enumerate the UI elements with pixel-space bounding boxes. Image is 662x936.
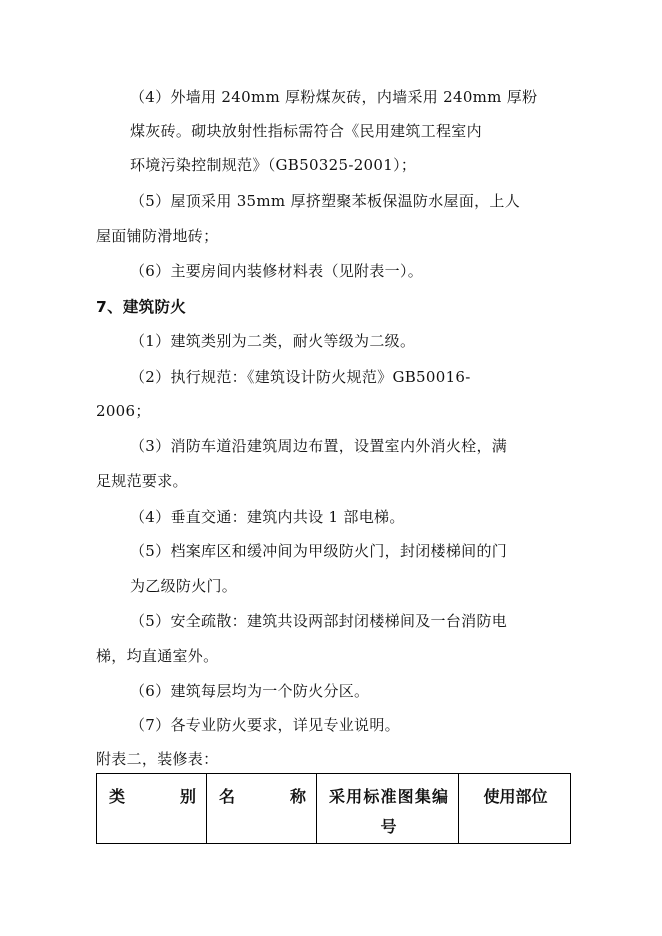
para-fire-zone: （6）建筑每层均为一个防火分区。 xyxy=(130,682,370,700)
para-fire-code-cont: 2006； xyxy=(96,402,151,420)
para-wall: （4）外墙用 240mm 厚粉煤灰砖，内墙采用 240mm 厚粉 xyxy=(130,88,538,106)
para-evacuation: （5）安全疏散：建筑共设两部封闭楼梯间及一台消防电 xyxy=(130,612,508,630)
para-wall-cont2: 环境污染控制规范》（GB50325-2001）； xyxy=(130,156,417,174)
header-category: 类 别 xyxy=(97,774,207,844)
para-fire-doors-cont: 为乙级防火门。 xyxy=(130,577,238,595)
para-roof: （5）屋顶采用 35mm 厚挤塑聚苯板保温防水屋面，上人 xyxy=(130,192,521,210)
header-usage-location: 使用部位 xyxy=(459,774,571,844)
para-elevator: （4）垂直交通：建筑内共设 1 部电梯。 xyxy=(130,508,405,526)
para-roof-cont: 屋面铺防滑地砖； xyxy=(96,227,219,245)
header-name: 名 称 xyxy=(207,774,317,844)
section-heading-fire: 7、建筑防火 xyxy=(96,298,187,316)
appendix-title: 附表二，装修表： xyxy=(96,750,219,768)
para-evacuation-cont: 梯，均直通室外。 xyxy=(96,647,219,665)
para-finish-table: （6）主要房间内装修材料表（见附表一）。 xyxy=(130,262,424,280)
para-fire-category: （1）建筑类别为二类，耐火等级为二级。 xyxy=(130,332,416,350)
para-fire-requirements: （7）各专业防火要求，详见专业说明。 xyxy=(130,716,400,734)
para-fire-lane-cont: 足规范要求。 xyxy=(96,472,188,490)
para-fire-doors: （5）档案库区和缓冲间为甲级防火门，封闭楼梯间的门 xyxy=(130,542,508,560)
header-standard-atlas: 采用标准图集编号 xyxy=(317,774,459,844)
para-fire-lane: （3）消防车道沿建筑周边布置，设置室内外消火栓，满 xyxy=(130,437,508,455)
para-wall-cont: 煤灰砖。砌块放射性指标需符合《民用建筑工程室内 xyxy=(130,122,482,140)
finish-table xyxy=(96,773,571,844)
para-fire-code: （2）执行规范：《建筑设计防火规范》GB50016- xyxy=(130,368,471,386)
table-header-row xyxy=(97,774,571,844)
